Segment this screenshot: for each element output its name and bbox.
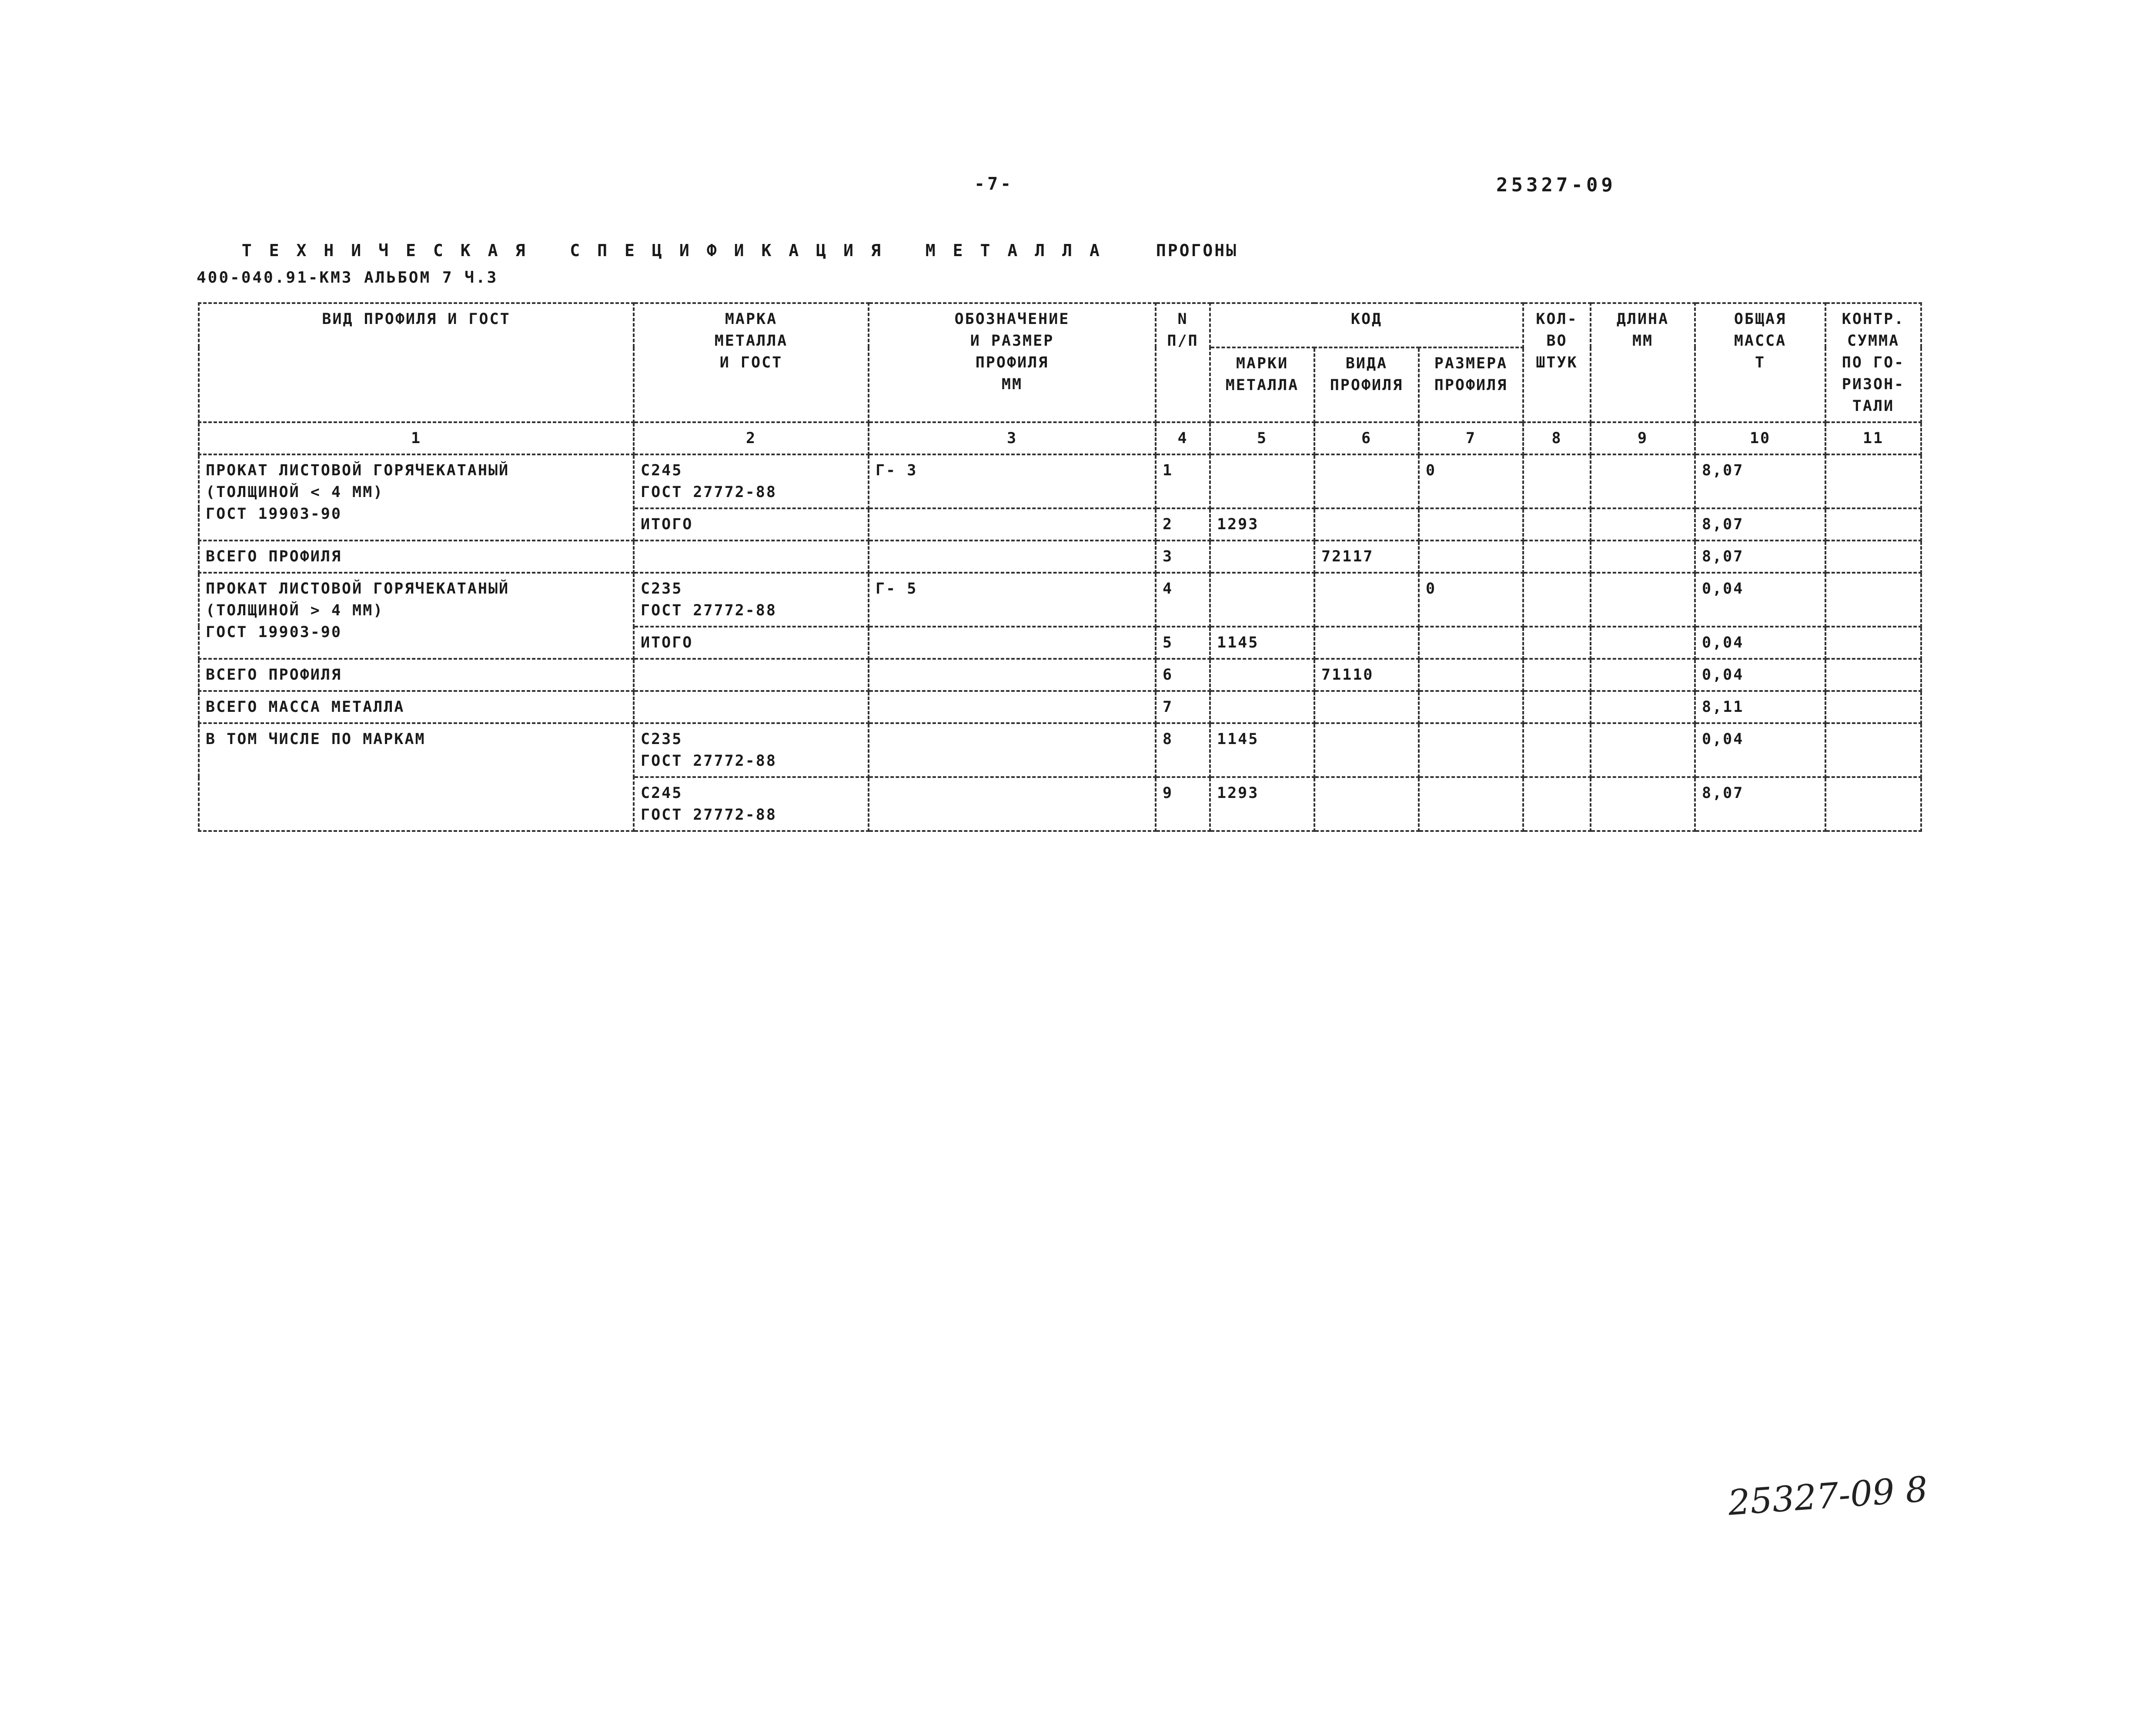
header-total-mass: ОБЩАЯ МАССА Т: [1695, 303, 1825, 422]
profile-code-cell: [1314, 508, 1419, 541]
steel-code-cell: 1293: [1210, 508, 1314, 541]
itogo-cell: ИТОГО: [634, 508, 869, 541]
table-row: [199, 573, 1921, 627]
size-code-cell: 0: [1419, 454, 1523, 508]
designation-cell: [869, 508, 1156, 541]
table-row: [199, 454, 1921, 508]
designation-cell: [869, 659, 1156, 691]
itogo-cell: ИТОГО: [634, 627, 869, 659]
checksum-cell: [1825, 454, 1921, 508]
page-number: -7-: [974, 174, 1014, 194]
quantity-cell: [1523, 627, 1591, 659]
mass-cell: 8,11: [1695, 691, 1825, 723]
profile-cell: ПРОКАТ ЛИСТОВОЙ ГОРЯЧЕКАТАНЫЙ (ТОЛЩИНОЙ > 4 ММ) ГОСТ 19903-90: [199, 573, 634, 659]
table-header-row: [199, 303, 1921, 347]
size-code-cell: [1419, 659, 1523, 691]
steel-code-cell: 1145: [1210, 627, 1314, 659]
header-size-code: РАЗМЕРА ПРОФИЛЯ: [1419, 347, 1523, 422]
steel-cell: [634, 541, 869, 573]
steel-code-cell: [1210, 541, 1314, 573]
column-number: 5: [1210, 422, 1314, 454]
quantity-cell: [1523, 723, 1591, 777]
length-cell: [1591, 454, 1695, 508]
profile-code-cell: [1314, 691, 1419, 723]
quantity-cell: [1523, 777, 1591, 831]
column-number: 6: [1314, 422, 1419, 454]
designation-cell: [869, 691, 1156, 723]
steel-code-cell: 1145: [1210, 723, 1314, 777]
row-number-cell: 4: [1156, 573, 1210, 627]
title-section: ПРОГОНЫ: [1156, 241, 1238, 260]
profile-total-label: ВСЕГО ПРОФИЛЯ: [199, 541, 634, 573]
checksum-cell: [1825, 541, 1921, 573]
length-cell: [1591, 508, 1695, 541]
header-row-number: N П/П: [1156, 303, 1210, 422]
handwritten-note: 25327-09 8: [1727, 1468, 1929, 1523]
length-cell: [1591, 541, 1695, 573]
steel-cell: С235 ГОСТ 27772-88: [634, 573, 869, 627]
profile-code-cell: [1314, 573, 1419, 627]
column-number: 2: [634, 422, 869, 454]
checksum-cell: [1825, 777, 1921, 831]
row-number-cell: 3: [1156, 541, 1210, 573]
column-number: 7: [1419, 422, 1523, 454]
mass-cell: 8,07: [1695, 777, 1825, 831]
by-grade-label: В ТОМ ЧИСЛЕ ПО МАРКАМ: [199, 723, 634, 831]
checksum-cell: [1825, 723, 1921, 777]
length-cell: [1591, 777, 1695, 831]
quantity-cell: [1523, 691, 1591, 723]
length-cell: [1591, 723, 1695, 777]
mass-cell: 8,07: [1695, 508, 1825, 541]
steel-cell: [634, 691, 869, 723]
table-row: [199, 723, 1921, 777]
designation-cell: [869, 627, 1156, 659]
length-cell: [1591, 659, 1695, 691]
row-number-cell: 8: [1156, 723, 1210, 777]
column-number: 1: [199, 422, 634, 454]
steel-code-cell: [1210, 573, 1314, 627]
mass-cell: 8,07: [1695, 541, 1825, 573]
mass-cell: 0,04: [1695, 573, 1825, 627]
size-code-cell: [1419, 541, 1523, 573]
profile-code-cell: [1314, 627, 1419, 659]
steel-cell: С245 ГОСТ 27772-88: [634, 777, 869, 831]
size-code-cell: 0: [1419, 573, 1523, 627]
length-cell: [1591, 573, 1695, 627]
profile-code-cell: 71110: [1314, 659, 1419, 691]
mass-cell: 8,07: [1695, 454, 1825, 508]
profile-code-cell: [1314, 723, 1419, 777]
header-quantity: КОЛ- ВО ШТУК: [1523, 303, 1591, 422]
row-number-cell: 9: [1156, 777, 1210, 831]
steel-code-cell: [1210, 454, 1314, 508]
steel-cell: С235 ГОСТ 27772-88: [634, 723, 869, 777]
quantity-cell: [1523, 454, 1591, 508]
profile-code-cell: [1314, 454, 1419, 508]
checksum-cell: [1825, 691, 1921, 723]
table-row: [199, 659, 1921, 691]
column-number: 8: [1523, 422, 1591, 454]
column-number: 9: [1591, 422, 1695, 454]
specification-table: [198, 302, 1922, 832]
profile-cell: ПРОКАТ ЛИСТОВОЙ ГОРЯЧЕКАТАНЫЙ (ТОЛЩИНОЙ < 4 ММ) ГОСТ 19903-90: [199, 454, 634, 541]
row-number-cell: 2: [1156, 508, 1210, 541]
column-number: 11: [1825, 422, 1921, 454]
length-cell: [1591, 691, 1695, 723]
designation-cell: [869, 777, 1156, 831]
size-code-cell: [1419, 777, 1523, 831]
mass-cell: 0,04: [1695, 627, 1825, 659]
album-reference: 400-040.91-КМ3 АЛЬБОМ 7 Ч.3: [197, 269, 498, 287]
designation-cell: [869, 723, 1156, 777]
header-code-group: КОД: [1210, 303, 1523, 347]
steel-cell: [634, 659, 869, 691]
document-code: 25327-09: [1496, 174, 1616, 196]
row-number-cell: 1: [1156, 454, 1210, 508]
header-designation: ОБОЗНАЧЕНИЕ И РАЗМЕР ПРОФИЛЯ ММ: [869, 303, 1156, 422]
row-number-cell: 6: [1156, 659, 1210, 691]
header-profile-code: ВИДА ПРОФИЛЯ: [1314, 347, 1419, 422]
steel-code-cell: [1210, 691, 1314, 723]
table-row: [199, 691, 1921, 723]
profile-code-cell: 72117: [1314, 541, 1419, 573]
row-number-cell: 5: [1156, 627, 1210, 659]
column-number: 3: [869, 422, 1156, 454]
checksum-cell: [1825, 627, 1921, 659]
header-checksum: КОНТР. СУММА ПО ГО- РИЗОН- ТАЛИ: [1825, 303, 1921, 422]
header-length: ДЛИНА ММ: [1591, 303, 1695, 422]
designation-cell: Г- 3: [869, 454, 1156, 508]
mass-cell: 0,04: [1695, 659, 1825, 691]
size-code-cell: [1419, 723, 1523, 777]
checksum-cell: [1825, 659, 1921, 691]
size-code-cell: [1419, 508, 1523, 541]
steel-code-cell: [1210, 659, 1314, 691]
document-title: [222, 222, 1238, 260]
checksum-cell: [1825, 508, 1921, 541]
row-number-cell: 7: [1156, 691, 1210, 723]
size-code-cell: [1419, 691, 1523, 723]
quantity-cell: [1523, 659, 1591, 691]
quantity-cell: [1523, 573, 1591, 627]
profile-code-cell: [1314, 777, 1419, 831]
column-number-row: [199, 422, 1921, 454]
header-profile: ВИД ПРОФИЛЯ И ГОСТ: [199, 303, 634, 422]
length-cell: [1591, 627, 1695, 659]
size-code-cell: [1419, 627, 1523, 659]
title-main: ТЕХНИЧЕСКАЯ СПЕЦИФИКАЦИЯ МЕТАЛЛА: [241, 241, 1117, 260]
quantity-cell: [1523, 508, 1591, 541]
column-number: 10: [1695, 422, 1825, 454]
column-number: 4: [1156, 422, 1210, 454]
profile-total-label: ВСЕГО ПРОФИЛЯ: [199, 659, 634, 691]
steel-code-cell: 1293: [1210, 777, 1314, 831]
mass-cell: 0,04: [1695, 723, 1825, 777]
designation-cell: Г- 5: [869, 573, 1156, 627]
header-steel-grade: МАРКА МЕТАЛЛА И ГОСТ: [634, 303, 869, 422]
steel-cell: С245 ГОСТ 27772-88: [634, 454, 869, 508]
designation-cell: [869, 541, 1156, 573]
quantity-cell: [1523, 541, 1591, 573]
checksum-cell: [1825, 573, 1921, 627]
header-steel-code: МАРКИ МЕТАЛЛА: [1210, 347, 1314, 422]
table-row: [199, 541, 1921, 573]
mass-total-label: ВСЕГО МАССА МЕТАЛЛА: [199, 691, 634, 723]
